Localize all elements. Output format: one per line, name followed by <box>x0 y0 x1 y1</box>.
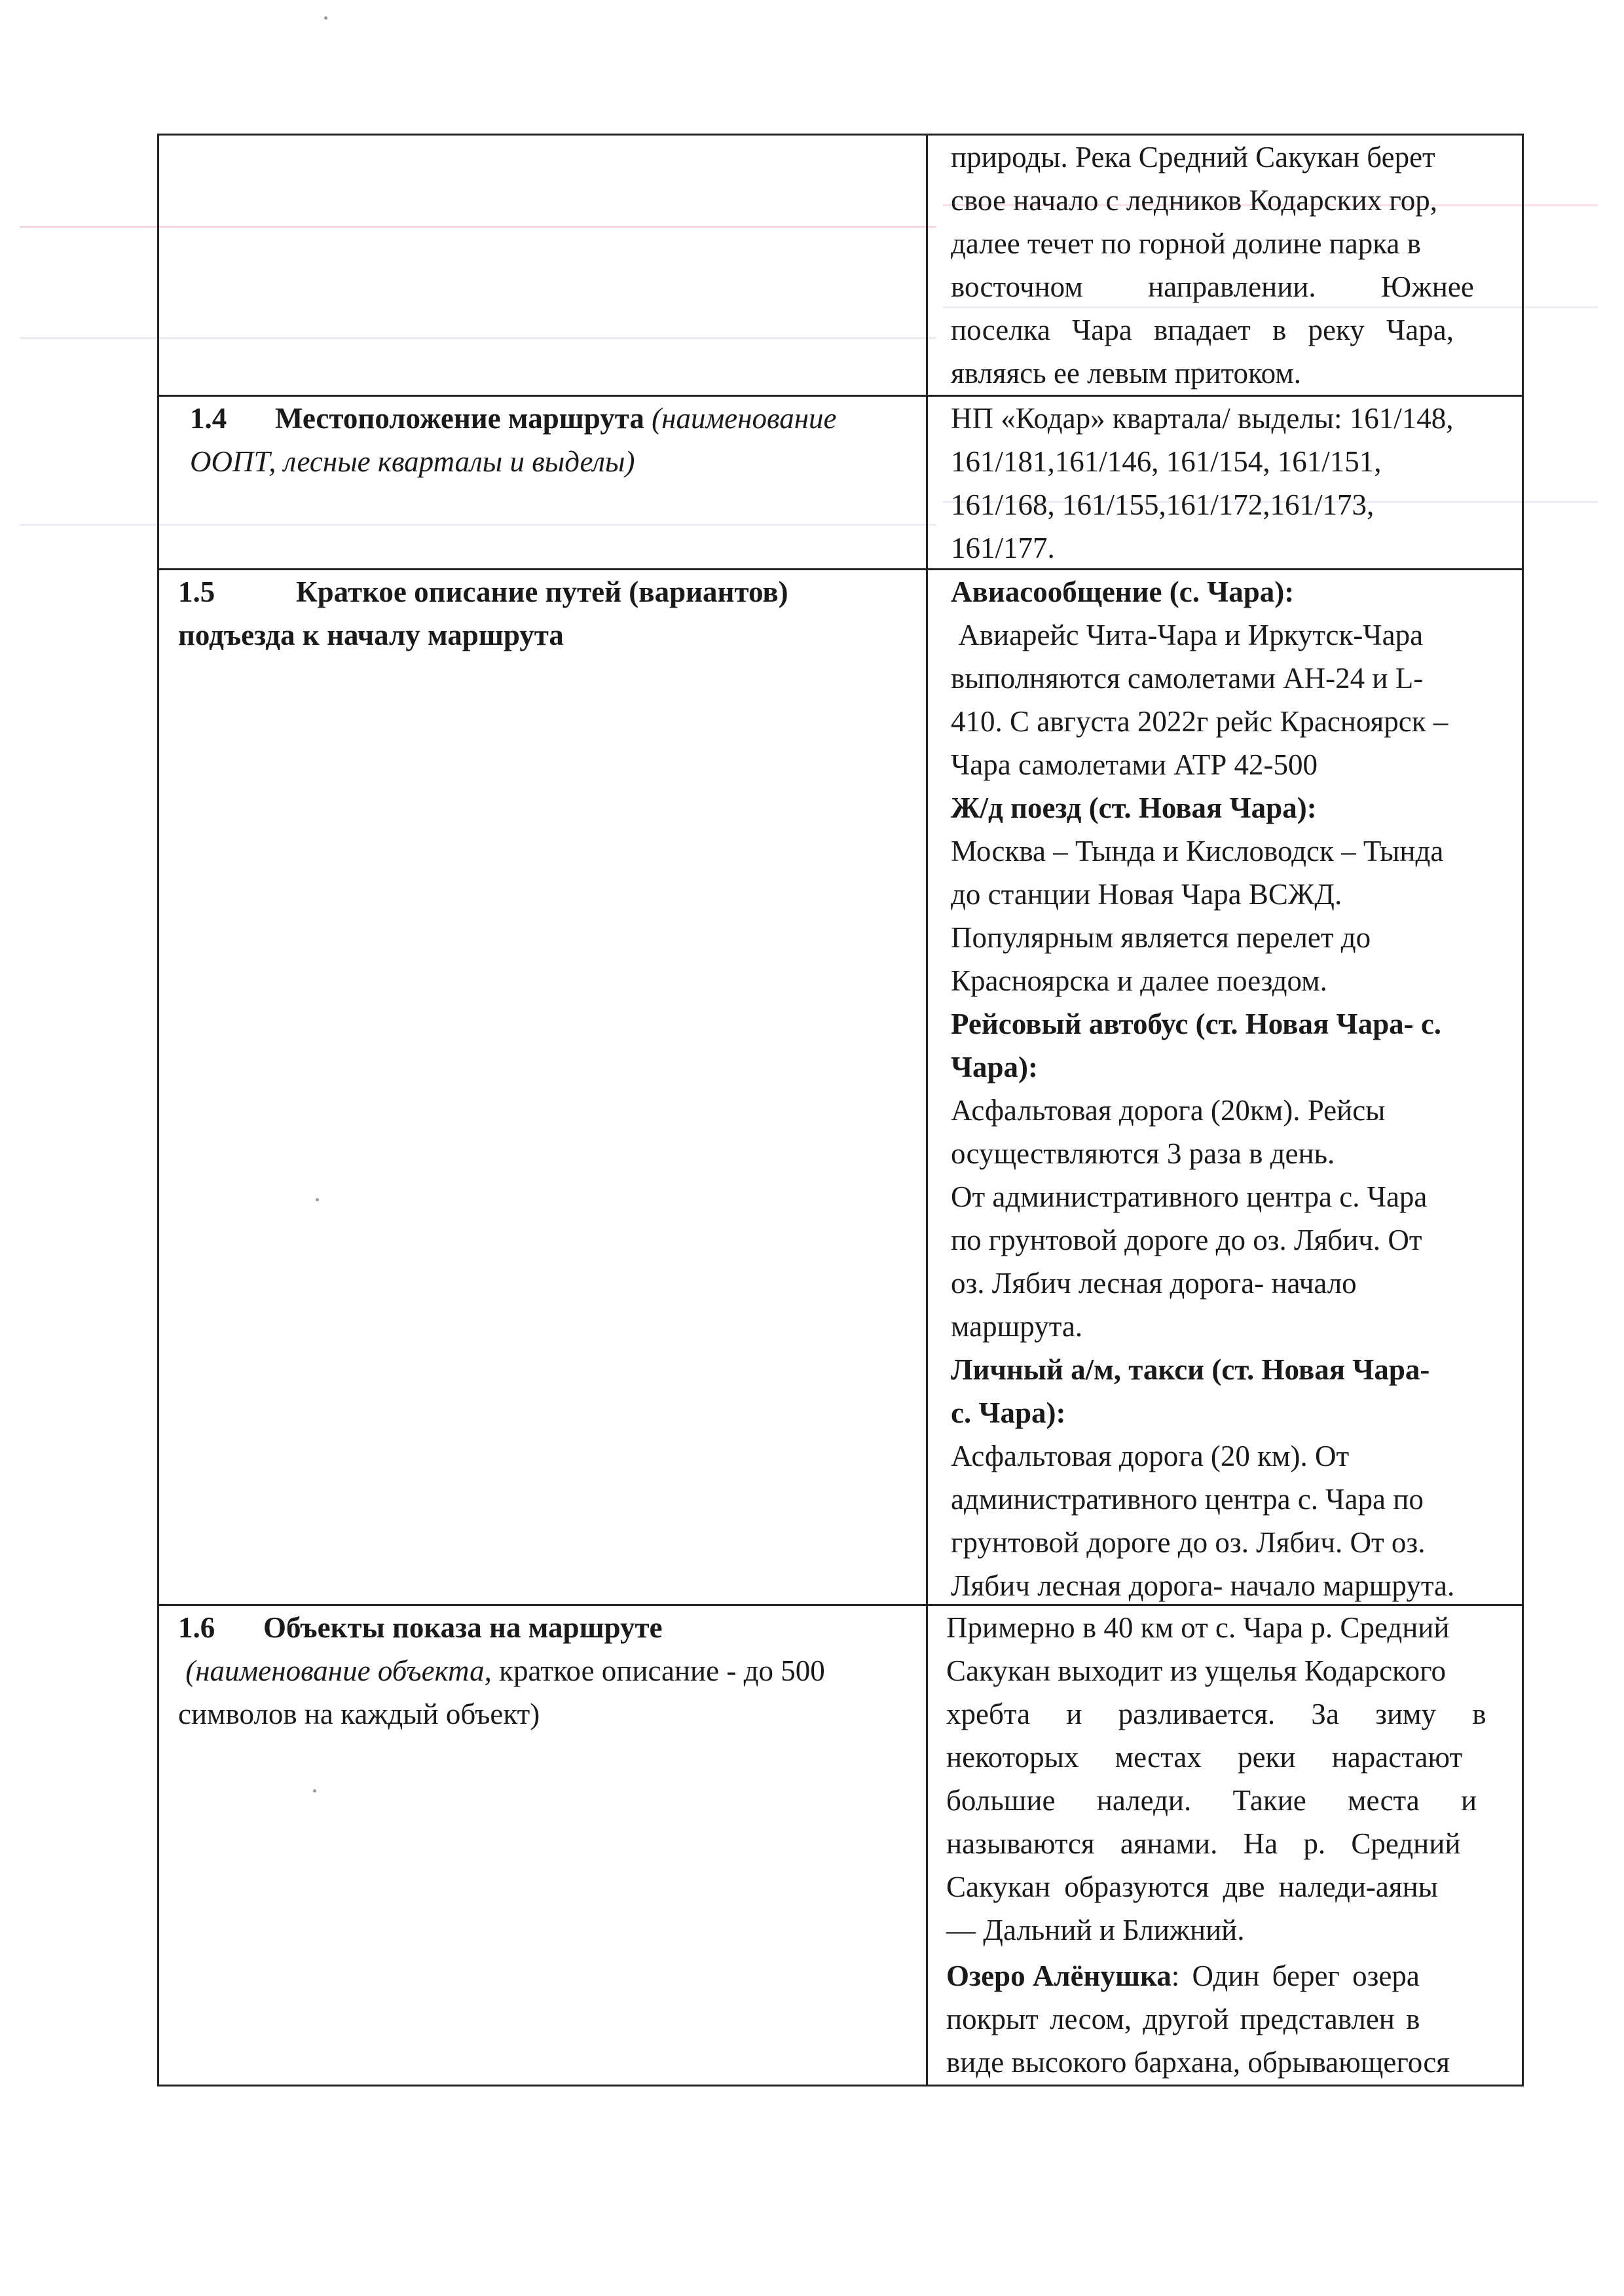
section-heading: Личный а/м, такси (ст. Новая Чара- <box>951 1353 1430 1386</box>
text-line: некоторых местах реки нарастают <box>946 1741 1463 1774</box>
text-line: Авиарейс Чита-Чара и Иркутск-Чара <box>951 619 1424 651</box>
text-line: — Дальний и Ближний. <box>946 1914 1245 1946</box>
text-line: до станции Новая Чара ВСЖД. <box>951 878 1342 911</box>
lake-text: : Один берег озера <box>1171 1959 1420 1992</box>
text-line: 410. С августа 2022г рейс Красноярск – <box>951 705 1449 738</box>
text-line <box>946 1954 1515 1997</box>
text-line: Сакукан выходит из ущелья Кодарского <box>946 1654 1446 1687</box>
text-line: называются аянами. На р. Средний <box>946 1827 1461 1860</box>
text-line: виде высокого бархана, обрывающегося <box>946 2046 1450 2079</box>
text-line: по грунтовой дороге до оз. Лябич. От <box>951 1224 1422 1256</box>
text-line: 161/168, 161/155,161/172,161/173, <box>951 488 1375 521</box>
row-note: (наименование объекта, <box>178 1654 492 1687</box>
text-line: 161/181,161/146, 161/154, 161/151, <box>951 445 1382 478</box>
text-line: Асфальтовая дорога (20 км). От <box>951 1440 1350 1472</box>
row-note-plain: краткое описание - до 500 <box>491 1654 825 1687</box>
text-line <box>178 570 912 613</box>
row-1-4-location <box>951 397 1514 570</box>
text-line: являясь ее левым притоком. <box>951 357 1301 390</box>
row-1-4-label <box>190 397 917 483</box>
text-line: Чара самолетами АТР 42-500 <box>951 748 1318 781</box>
section-heading: Авиасообщение (с. Чара): <box>951 575 1295 608</box>
text-line: хребта и разливается. За зиму в <box>946 1698 1486 1730</box>
lake-title: Озеро Алёнушка <box>946 1959 1172 1992</box>
text-line: выполняются самолетами АН-24 и L- <box>951 662 1424 695</box>
text-line <box>190 397 917 440</box>
text-line: покрыт лесом, другой представлен в <box>946 2003 1420 2035</box>
column-divider <box>926 134 928 2086</box>
row-note: ООПТ, лесные кварталы и выделы) <box>190 445 635 478</box>
text-line: Асфальтовая дорога (20км). Рейсы <box>951 1094 1386 1127</box>
text-line: природы. Река Средний Сакукан берет <box>951 141 1435 173</box>
row-1-6-label <box>178 1606 912 1736</box>
text-line: маршрута. <box>951 1310 1083 1343</box>
text-line: НП «Кодар» квартала/ выделы: 161/148, <box>951 402 1454 435</box>
text-line: подъезда к началу маршрута <box>178 619 564 651</box>
row-title: Объекты показа на маршруте <box>263 1611 663 1644</box>
row-number: 1.4 <box>190 402 227 435</box>
section-heading: Рейсовый автобус (ст. Новая Чара- с. <box>951 1008 1442 1040</box>
row-title: Местоположение маршрута <box>275 402 644 435</box>
text-line <box>178 1606 912 1649</box>
text-line: Популярным является перелет до <box>951 921 1371 954</box>
text-line: грунтовой дороге до оз. Лябич. От оз. <box>951 1526 1426 1559</box>
text-line: далее течет по горной долине парка в <box>951 227 1421 260</box>
text-line: поселка Чара впадает в реку Чара, <box>951 314 1454 346</box>
text-line: административного центра с. Чара по <box>951 1483 1424 1516</box>
scan-speck <box>324 16 327 20</box>
section-heading: с. Чара): <box>951 1396 1066 1429</box>
row-1-5-label <box>178 570 912 657</box>
text-line: Лябич лесная дорога- начало маршрута. <box>951 1569 1455 1602</box>
row-number: 1.5 <box>178 575 215 608</box>
row-title: Краткое описание путей (вариантов) <box>296 575 788 608</box>
text-line: Красноярска и далее поездом. <box>951 964 1327 997</box>
section-heading: Чара): <box>951 1051 1039 1084</box>
text-line: большие наледи. Такие места и <box>946 1784 1477 1817</box>
row-1-3-description <box>951 136 1514 395</box>
text-line: Примерно в 40 км от с. Чара р. Средний <box>946 1611 1450 1644</box>
text-line: Москва – Тында и Кисловодск – Тында <box>951 835 1444 867</box>
text-line: осуществляются 3 раза в день. <box>951 1137 1335 1170</box>
text-line <box>178 1649 912 1692</box>
row-1-6-objects <box>946 1606 1515 2084</box>
text-line: От административного центра с. Чара <box>951 1180 1428 1213</box>
text-line: восточном направлении. Южнее <box>951 270 1474 303</box>
section-heading: Ж/д поезд (ст. Новая Чара): <box>951 792 1317 824</box>
row-note: (наименование <box>652 402 837 435</box>
text-line: оз. Лябич лесная дорога- начало <box>951 1267 1357 1300</box>
text-line: Сакукан образуются две наледи-аяны <box>946 1870 1438 1903</box>
row-number: 1.6 <box>178 1611 215 1644</box>
text-line: символов на каждый объект) <box>178 1698 540 1730</box>
text-line: 161/177. <box>951 532 1055 564</box>
text-line: свое начало с ледников Кодарских гор, <box>951 184 1437 217</box>
row-1-5-access-routes <box>951 570 1514 1607</box>
